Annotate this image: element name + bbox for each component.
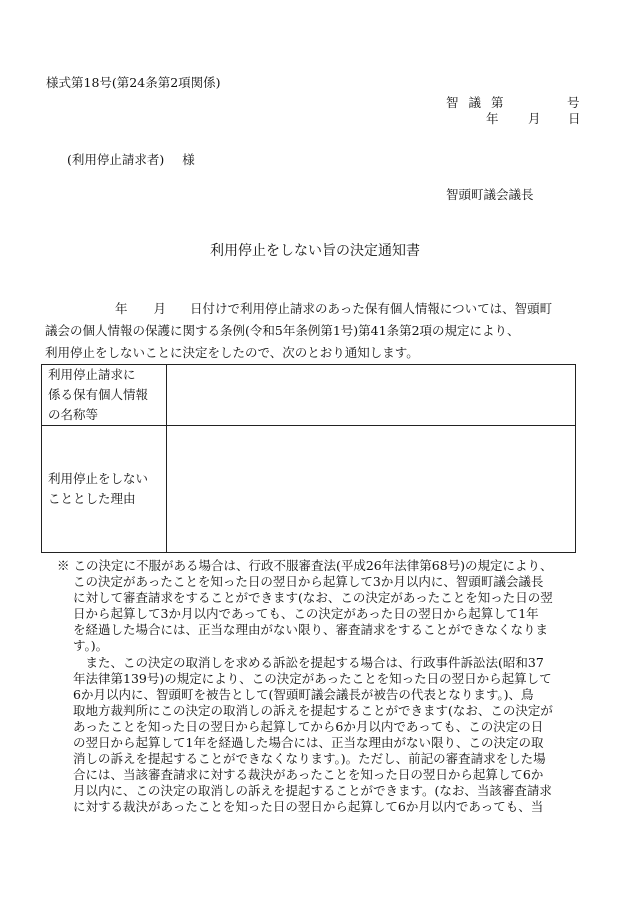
- note-line: この決定があったことを知った日の翌日から起算して3か月以内に、智頭町議会議長: [73, 574, 544, 590]
- note-line: 消しの訴えを提起することができなくなります。)。ただし、前記の審査請求をした場: [73, 751, 546, 767]
- target-info-value: [167, 365, 576, 426]
- info-table: [41, 364, 576, 553]
- intro-year: 年: [115, 301, 128, 316]
- form-number: 様式第18号(第24条第2項関係): [46, 75, 221, 90]
- intro-line1-text: 日付けで利用停止請求のあった保有個人情報については、智頭町: [190, 301, 553, 316]
- recipient-name: (利用停止請求者): [67, 152, 165, 167]
- note-line: 月以内に、この決定の取消しの訴えを提起することができます。(なお、当該審査請求: [73, 783, 552, 799]
- appeal-notice: [57, 558, 597, 816]
- note-line: に対して審査請求をすることができます(なお、この決定があったことを知った日の翌: [73, 590, 553, 606]
- document-title: 利用停止をしない旨の決定通知書: [210, 243, 420, 259]
- target-info-label: [42, 365, 167, 426]
- date-month: 月: [528, 111, 541, 126]
- note-line: す。)。: [73, 638, 109, 654]
- label-line: こととした理由: [48, 491, 136, 506]
- reason-value: [167, 426, 576, 553]
- reason-label: [42, 426, 167, 553]
- note-line: あったことを知った日の翌日から起算してから6か月以内であっても、この決定の日: [73, 718, 544, 734]
- note-line: 日から起算して3か月以内であっても、この決定があった日の翌日から起算して1年: [73, 606, 539, 622]
- note-line: に対する裁決があったことを知った日の翌日から起算して6か月以内であっても、当: [73, 799, 544, 815]
- table-row-reason: [42, 426, 576, 553]
- document-number-suffix: 号: [567, 95, 580, 110]
- table-row-target-info: [42, 365, 576, 426]
- document-number-prefix: 智議第: [446, 95, 514, 110]
- label-line: 利用停止請求に: [48, 367, 136, 382]
- recipient: [67, 150, 195, 168]
- intro-paragraph: [45, 298, 605, 364]
- intro-line: 利用停止をしないことに決定をしたので、次のとおり通知します。: [45, 345, 419, 360]
- note-line: ※ この決定に不服がある場合は、行政不服審査法(平成26年法律第68号)の規定により、: [57, 558, 553, 573]
- label-line: 利用停止をしない: [48, 471, 149, 486]
- label-line: 係る保有個人情報: [48, 387, 149, 402]
- document-number: [446, 93, 580, 111]
- date-day: 日: [568, 111, 581, 126]
- intro-line: 議会の個人情報の保護に関する条例(令和5年条例第1号)第41条第2項の規定により、: [45, 323, 520, 338]
- intro-line: [45, 298, 605, 320]
- issuer: 智頭町議会議長: [446, 187, 534, 202]
- note-line: 取地方裁判所にこの決定の取消しの訴えを提起することができます(なお、この決定が: [73, 702, 553, 718]
- recipient-honorific: 様: [182, 152, 195, 167]
- note-line: また、この決定の取消しを求める訴訟を提起する場合は、行政事件訴訟法(昭和37: [73, 654, 544, 670]
- date-year: 年: [486, 111, 499, 126]
- note-line: 合には、当該審査請求に対する裁決があったことを知った日の翌日から起算して6か: [73, 767, 544, 783]
- intro-month: 月: [153, 301, 167, 316]
- note-line: を経過した場合には、正当な理由がない限り、審査請求をすることができなくなりま: [73, 622, 549, 638]
- note-line: 年法律第139号)の規定により、この決定があったことを知った日の翌日から起算して: [73, 670, 552, 686]
- note-line: の翌日から起算して1年を経過した場合には、正当な理由がない限り、この決定の取: [73, 735, 544, 751]
- label-line: の名称等: [48, 407, 99, 422]
- note-line: 6か月以内に、智頭町を被告として(智頭町議会議長が被告の代表となります。)、鳥: [73, 686, 534, 702]
